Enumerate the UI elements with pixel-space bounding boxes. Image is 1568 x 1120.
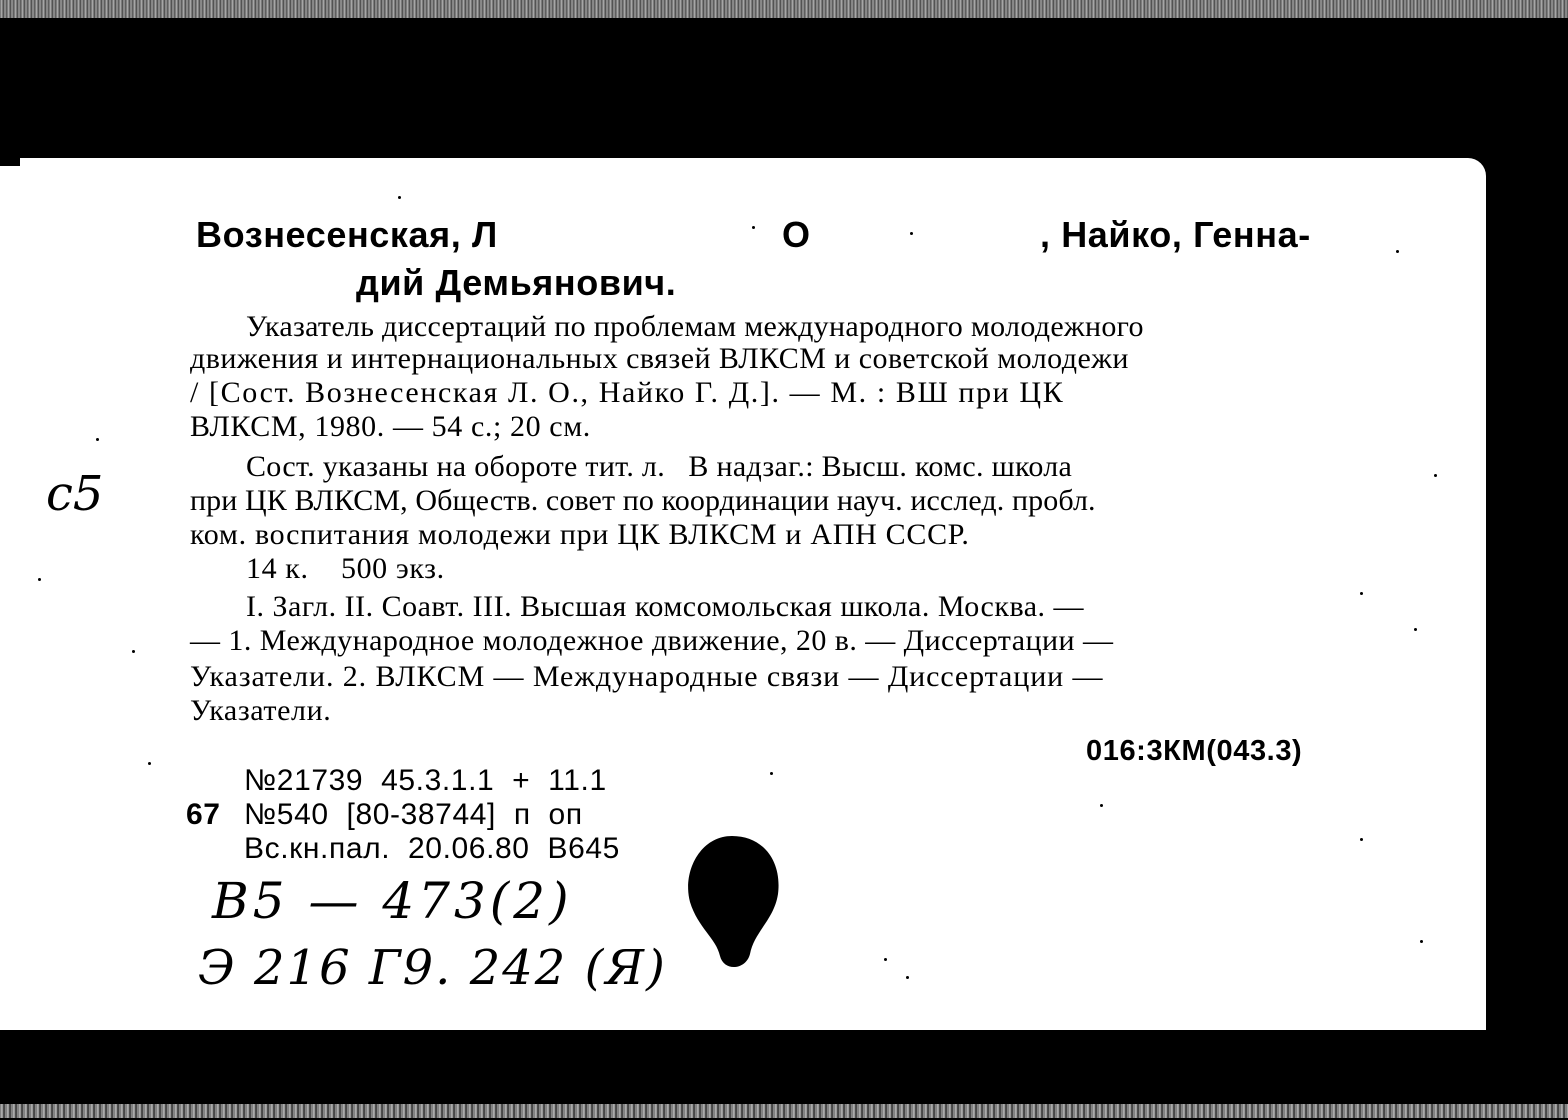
scan-border-top	[0, 0, 1568, 18]
subject-line-3: Указатели. 2. ВЛКСМ — Международные связи — Диссертации —	[190, 660, 1104, 693]
speck	[884, 958, 887, 961]
speck	[398, 196, 401, 199]
handwritten-margin-mark: c5	[46, 466, 104, 522]
speck	[1414, 628, 1417, 631]
title-line-1: Указатель диссертаций по проблемам международного молодежного	[246, 310, 1144, 343]
card-corner	[0, 158, 20, 166]
speck	[1360, 838, 1363, 841]
subject-line-2: — 1. Международное молодежное движение, 20 в. — Диссертации —	[190, 624, 1114, 657]
title-line-4: ВЛКСМ, 1980. — 54 с.; 20 см.	[190, 410, 591, 443]
note-line-3: ком. воспитания молодежи при ЦК ВЛКСМ и АПН СССР.	[190, 518, 970, 551]
speck	[906, 976, 909, 979]
heading-coauthor: , Найко, Генна-	[1040, 214, 1311, 255]
speck	[148, 762, 151, 765]
price-line: 14 к. 500 экз.	[246, 552, 445, 585]
handwritten-shelfmark-2: Э 216 Г9. 242 (Я)	[198, 940, 667, 996]
speck	[910, 232, 913, 235]
scan-border-bottom	[0, 1104, 1568, 1118]
subject-line-1: I. Загл. II. Соавт. III. Высшая комсомольская школа. Москва. —	[246, 590, 1085, 623]
speck	[132, 650, 135, 653]
subject-line-4: Указатели.	[190, 694, 332, 727]
speck	[770, 772, 773, 775]
classification-code: 016:3КМ(043.3)	[1086, 735, 1303, 767]
footer-line-3: Вс.кн.пал. 20.06.80 В645	[244, 832, 620, 865]
note-line-1: Сост. указаны на обороте тит. л. В надзаг.: Высш. комс. школа	[246, 450, 1073, 483]
note-line-2: при ЦК ВЛКСМ, Обществ. совет по координации науч. исслед. пробл.	[190, 484, 1096, 517]
ink-blot-icon	[684, 832, 784, 972]
heading-author-initial: О	[782, 214, 811, 255]
heading-coauthor-continued: дий Демьянович.	[356, 262, 677, 303]
speck	[38, 578, 41, 581]
speck	[96, 438, 99, 441]
footer-prefix: 67	[186, 798, 221, 831]
speck	[1100, 804, 1103, 807]
speck	[1396, 250, 1399, 253]
title-line-3: / [Сост. Вознесенская Л. О., Найко Г. Д.]. — М. : ВШ при ЦК	[190, 376, 1065, 409]
handwritten-shelfmark-1: B5 — 473(2)	[212, 872, 573, 930]
heading-author-surname: Вознесенская, Л	[196, 214, 498, 255]
footer-line-1: №21739 45.3.1.1 + 11.1	[244, 764, 607, 797]
footer-line-2: №540 [80-38744] п оп	[244, 798, 583, 831]
speck	[1434, 474, 1437, 477]
speck	[1420, 940, 1423, 943]
title-line-2: движения и интернациональных связей ВЛКСМ и советской молодежи	[190, 342, 1129, 375]
speck	[752, 226, 755, 229]
speck	[1360, 592, 1363, 595]
